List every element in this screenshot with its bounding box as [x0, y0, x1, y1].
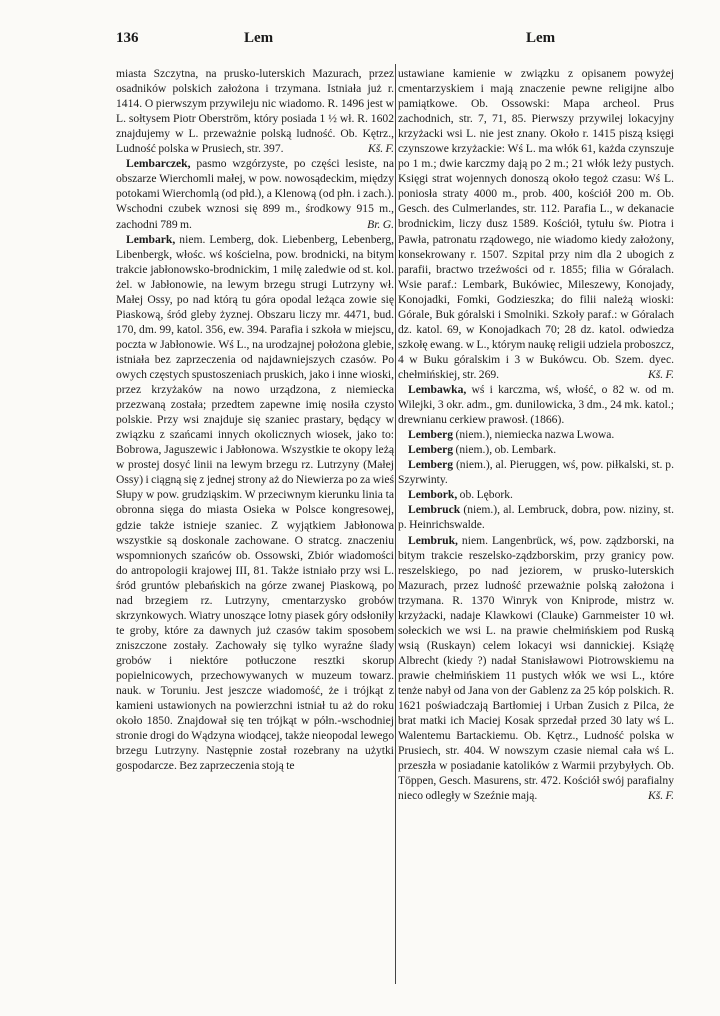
entry-lembruck [398, 502, 674, 532]
page-header [116, 30, 674, 52]
entry-lemberg3 [398, 457, 674, 487]
entry-text: (niem.), al. Pieruggen, wś, pow. piłkalski, st. p. Szyrwinty. [398, 458, 674, 487]
entry-headword: Lembarczek, [126, 157, 191, 171]
page-number: 136 [116, 30, 139, 46]
entry-text: ob. Lębork. [457, 488, 513, 502]
entry-text: pasmo wzgórzyste, po części lesiste, na obszarze Wierchomli małej, w pow. nowosądeckim, między potokami Wierchomlą (od płd.), a Klenową (od płn. i zach.). Wschodni czubek wznosi się 899 m., środkowy 915 m., zachodni 789 m. [116, 157, 394, 231]
entry-headword: Lembawka, [408, 383, 467, 397]
entry-lembork [398, 487, 674, 502]
entry-text: (niem.), al. Lembruck, dobra, pow. niziny, st. p. Heinrichswalde. [398, 503, 674, 532]
entry-text: ustawiane kamienie w związku z opisanem powyżej cmentarzyskiem i mają znaczenie pewne religijne albo pamiątkowe. Ob. Ossowski: Mapa archeol. Prus zachodnich, str. 7, 71, 85. Pierwszy przywilej lokacyjny krzyżacki wsi L. nie jest znany. Około r. 1415 piszą księgi czynszowe krzyżackie: Wś L. ma włók 61, każda czynszuje po 1 m.; dwie karczmy dają po 2 m.; 21 włók leży pustych. Księgi strat wojennych donoszą około tegoż czasu: Wś L. poniosła straty 4000 m., prob. 400, kościół 200 m. Ob. Gesch. des Culmerlandes, str. 112. Parafia L., w dekanacie brodnickim, liczy dusz 1589. Kościół, tytułu św. Piotra i Pawła, patronatu rządowego, nie wiadomo kiedy założony, konsekrowany r. 1507. Szpital przy nim dla 2 ubogich z parafii, bractwo trzeźwości od r. 1855; filia w Góralach. Wsie paraf.: Lembark, Bukówiec, Mileszewy, Konojady, Konojadki, Fomki, Godzieszka; do filii należą wioski: Górale, Buk góralski i Smolniki. Szkoły paraf.: w Góralach dz. katol. 69, w Konojadkach 70; 28 dz. katol. odwiedza szkołę ewang. w L., którym naukę religii udziela proboszcz, 4 w Buku góralskim i 3 w Bukówcu. Ob. Szem. dyec. chełmińskiej, str. 269. [398, 67, 674, 381]
left-column [116, 66, 394, 773]
entry-text: (niem.), niemiecka nazwa Lwowa. [453, 428, 615, 442]
entry-text: miasta Szczytna, na prusko-luterskich Mazurach, przez osadników polskich założona i trzymana. Istniała już r. 1414. O pierwszym przywileju nic wiadomo. R. 1496 jest w L. sołtysem Piotr Oberström, który posiada 1 ½ wł. R. 1602 znajdujemy w L. przeważnie polską ludność. Ob. Kętrz., Ludność polska w Prusiech, str. 397. [116, 67, 394, 156]
entry-headword: Lembruk, [408, 533, 458, 547]
entry-lemberg1 [398, 427, 674, 442]
author-signature: Kš. F. [647, 789, 674, 803]
entry-text: niem. Lemberg, dok. Liebenberg, Lebenberg, Libenbergk, włośc. wś kościelna, pow. brodnicki, na bitym trakcie jabłonowsko-brodnickim, 1 milę zaledwie od st. kol. żel. w Jabłonowie, na lewym brzegu strugi Lutrzyny wł. Małej Ossy, po nad którą tu góra opodal leżąca zowie się Piaskową, śród gleby żyznej. Obszaru liczy mr. 4471, bud. 170, dm. 99, katol. 356, ew. 394. Parafia i szkoła w miejscu, poczta w Jabłonowie. Wś L., na urodzajnej położona glebie, istniała bez zaprzeczenia od najdawniejszych czasów. Po owych częstych spustoszeniach pruskich, jako i inne wioski, przez krzyżaków na nowo urządzona, z niemiecka przezwaną została; przedtem zapewne imię nosiła czysto polskie. Przy wsi znajduje się szaniec prastary, będący w związku z szańcami innych okolicznych wiosek, jako to: Bobrowa, Jaguszewic i Jabłonowa. Wszystkie te okopy leżą w prostej dosyć linii na lewym brzegu rz. Lutrzyny (Małej Ossy) i ciągną się z jednej strony aż do Niewierza po za wieś Słupy w pow. grudziąskim. W przeciwnym kierunku linia ta obronna sięga do miasta Osieka w Polsce kongresowej, gdzie także istnieje szaniec. Z wyjątkiem Jabłonowa wszystkie są doskonale zachowane. O stratcg. znaczeniu wspomnionych szańców ob. Ossowski, Zbiór wiadomości do antropologii krajowej III, 81. Także istniało przy wsi L. śród gruntów plebańskich na górze zwanej Piaskową, po nad brzegiem rz. Lutrzyny, cmentarzysko grobów skrzynkowych. Wiatry unoszące lotny piasek góry odsłoniły te groby, które za dawnych już czasów takim sposobem zniszczone zostały. Zachowały się tylko wyraźne ślady grobów i niektóre potłuczone resztki skorup popielnicowych, przechowywanych w muzeum towarz. nauk. w Toruniu. Jest jeszcze wiadomość, że i trójkąt z kamieni ustawionych na powierzchni istniał tu aż do roku około 1850. Znajdował się ten trójkąt w półn.-wschodniej stronie drogi do Wądzyna wiodącej, także nieopodal lewego brzegu Lutrzyny. Następnie został rozebrany na użytki gospodarcze. Bez zaprzeczenia stoją te [116, 232, 394, 773]
author-signature: Br. G. [367, 217, 394, 231]
entry-text: wś i karczma, wś, włość, o 82 w. od m. Wilejki, 3 okr. adm., gm. dunilowicka, 3 dm., 24 mk. katol.; drewnianu cerkiew prawosł. (1866). [398, 383, 674, 427]
entry-lembawka [398, 382, 674, 427]
entry-lembark [116, 232, 394, 774]
entry-text: (niem.), ob. Lembark. [453, 443, 557, 457]
running-head-left: Lem [244, 30, 274, 46]
entry-cont2 [398, 66, 674, 382]
right-column [398, 66, 674, 803]
entry-headword: Lembark, [126, 232, 176, 246]
entry-lembruk [398, 533, 674, 804]
entry-headword: Lemberg [408, 443, 454, 457]
entry-lemberg2 [398, 442, 674, 457]
entry-headword: Lembruck [408, 503, 461, 517]
author-signature: Kš. F. [367, 142, 394, 156]
entry-headword: Lemberg [408, 428, 454, 442]
column-divider [395, 64, 396, 984]
running-head-right: Lem [526, 30, 556, 46]
entry-headword: Lembork, [408, 488, 458, 502]
entry-text: niem. Langenbrück, wś, pow. ządzborski, na bitym trakcie reszelsko-ządzborskim, przy granicy pow. reszelskiego, po nad jeziorem, w prusko-luterskich Mazurach, przez ludność przeważnie polską założona i trzymana. R. 1370 Winryk von Kniprode, mistrz w. krzyżacki, nadaje Klawkowi (Clauke) Garnmeister 10 wł. sołeckich we wsi L. na prawie chełmińskiem pod Ruską wsią (Ruskayn) celem lokacyi wsi dannickiej. Książę Albrecht (kiedy ?) nadał Stanisławowi Piotrowskiemu na prawie chełmińskiem 11 pustych włók we wsi L., które tenże nabył od Jana von der Gablenz za 25 kóp polskich. R. 1621 poświadczają Bartłomiej i Urban Zusich z Pilca, że brat matki ich Maciej Kosak sprzedał przed 30 laty wś L. Walentemu Bartackiemu. Ob. Kętrz., Ludność polska w Prusiech, str. 404. W nowszym czasie niemal cała wś L. przeszła w posiadanie katolików z Warmii przybyłych. Ob. Töppen, Gesch. Masurens, str. 472. Kościół swój parafialny nieco odległy w Szeźnie mają. [398, 533, 674, 803]
author-signature: Kš. F. [647, 367, 674, 381]
entry-headword: Lemberg [408, 458, 454, 472]
